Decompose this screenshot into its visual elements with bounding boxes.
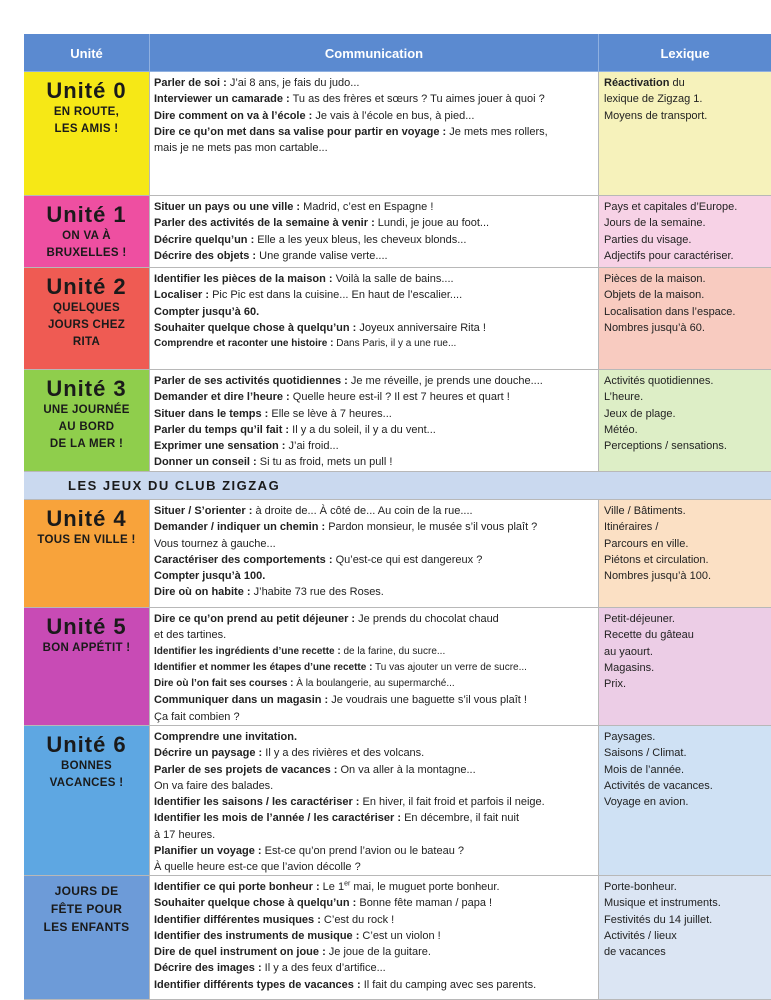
text-line (154, 373, 594, 389)
text: Je voudrais une baguette s’il vous plaît ! (328, 694, 527, 707)
bold-label: Décrire des images : (154, 962, 262, 975)
text: Musique et instruments. (604, 897, 721, 910)
bold-label: Identifier les ingrédients d’une recette : (154, 645, 341, 657)
table-header (24, 34, 771, 72)
text: En hiver, il fait froid et parfois il neige. (359, 796, 545, 809)
text: au yaourt. (604, 645, 653, 658)
text: à droite de... À côté de... Au coin de la rue.... (252, 505, 473, 517)
text-line (604, 389, 766, 405)
text-line (154, 389, 594, 405)
bold-label: Comprendre et raconter une histoire : (154, 338, 334, 350)
bold-label: Décrire un paysage : (154, 747, 263, 760)
text: Je joue de la guitare. (325, 946, 431, 959)
text-line (604, 304, 766, 320)
text: Piétons et circulation. (604, 553, 709, 566)
bold-label: Parler du temps qu’il fait : (154, 423, 290, 436)
text: Mois de l’année. (604, 763, 685, 776)
bold-label: Demander et dire l’heure : (154, 391, 290, 404)
text: L’heure. (604, 391, 644, 404)
text: Je me réveille, je prends une douche.... (347, 375, 543, 387)
unit-row (24, 500, 771, 608)
bold-label: Demander / indiquer un chemin : (154, 521, 326, 534)
bold-label: Dire où l’on fait ses courses : (154, 678, 294, 690)
unit-subtitle: UNE JOURNÉE (43, 404, 130, 416)
text: Objets de la maison. (604, 289, 705, 302)
text-line (154, 660, 594, 676)
text: Jours de la semaine. (604, 217, 706, 230)
fete-row (24, 876, 771, 1000)
text-line (154, 108, 594, 124)
unit-title-cell (24, 500, 150, 607)
header-communication: Communication (150, 34, 599, 72)
text-line (604, 627, 766, 643)
text: Itinéraires / (604, 521, 659, 534)
unit-subtitle: AU BORD (58, 421, 115, 433)
text-line (154, 827, 594, 843)
text-line (604, 422, 766, 438)
bold-label: Souhaiter quelque chose à quelqu’un : (154, 321, 357, 334)
text: Activités quotidiennes. (604, 375, 714, 387)
bold-label: Interviewer un camarade : (154, 93, 290, 106)
text: Dans Paris, il y a une rue... (333, 338, 457, 350)
text: Tu as des frères et sœurs ? Tu aimes jouer à quoi ? (289, 93, 545, 106)
text: de la farine, du sucre... (340, 645, 446, 657)
text-line (604, 745, 766, 761)
unit-row (24, 370, 771, 472)
text: Ça fait combien ? (154, 710, 240, 723)
text: À la boulangerie, au supermarché... (293, 678, 455, 690)
fete-title-line: LES ENFANTS (43, 920, 130, 934)
communication-cell (150, 196, 599, 267)
unit-row (24, 196, 771, 268)
communication-cell (150, 608, 599, 725)
text-line (604, 215, 766, 231)
text: Recette du gâteau (604, 629, 694, 642)
bold-label: Réactivation (604, 77, 670, 89)
text-line (154, 778, 594, 794)
text: Il y a des rivières et des volcans. (262, 747, 425, 760)
text: Il y a des feux d’artifice... (261, 962, 386, 975)
unit-row (24, 268, 771, 370)
bold-label: Compter jusqu’à 100. (154, 570, 266, 583)
text: C’est un violon ! (359, 929, 441, 942)
unit-subtitle: ON VA À (62, 230, 111, 242)
text-line (604, 879, 766, 895)
text-line (154, 843, 594, 859)
text-line (154, 977, 594, 993)
text: Météo. (604, 423, 638, 436)
communication-cell (150, 876, 599, 999)
unit-subtitle: VACANCES ! (49, 777, 124, 789)
bold-label: Identifier ce qui porte bonheur : (154, 881, 320, 893)
text-line (154, 91, 594, 107)
lexique-cell (599, 500, 771, 607)
text-line (154, 536, 594, 552)
communication-cell (150, 726, 599, 875)
text: Activités de vacances. (604, 779, 713, 792)
text-line (604, 552, 766, 568)
text: lexique de Zigzag 1. (604, 93, 703, 106)
text-line (154, 406, 594, 422)
communication-cell (150, 72, 599, 195)
bold-label: Décrire des objets : (154, 249, 257, 262)
fete-title-cell (24, 876, 150, 999)
text: Si tu as froid, mets un pull ! (256, 456, 393, 469)
text-line (604, 944, 766, 960)
unit-subtitle: QUELQUES (53, 302, 120, 314)
lexique-cell (599, 876, 771, 999)
unit-subtitle: EN ROUTE, (53, 106, 120, 118)
text: Voyage en avion. (604, 796, 689, 809)
bold-label: Souhaiter quelque chose à quelqu’un : (154, 897, 357, 910)
bold-label: Identifier des instruments de musique : (154, 929, 360, 942)
bold-label: Parler de soi : (154, 77, 227, 89)
text-line (154, 584, 594, 600)
unit-subtitle: BONNES (60, 760, 112, 772)
text-line (604, 895, 766, 911)
text: Une grande valise verte.... (256, 249, 388, 262)
text-line (154, 960, 594, 976)
text: Nombres jusqu’à 60. (604, 321, 705, 334)
text: Je vais à l’école en bus, à pied... (312, 109, 475, 122)
text-line (604, 320, 766, 336)
text-line (154, 692, 594, 708)
unit-title: Unité 4 (46, 506, 127, 531)
unit-title: Unité 6 (46, 732, 127, 757)
text-line (604, 660, 766, 676)
text-line (154, 124, 594, 140)
bold-label: Identifier les pièces de la maison : (154, 273, 333, 285)
fete-title-line: FÊTE POUR (50, 902, 123, 916)
text: Qu’est-ce qui est dangereux ? (332, 553, 483, 566)
curriculum-table (24, 34, 771, 1000)
bold-label: Parler de ses activités quotidiennes : (154, 375, 348, 387)
text-line (604, 287, 766, 303)
text-line (154, 336, 594, 352)
text-line (604, 536, 766, 552)
text-line (154, 944, 594, 960)
fete-title-line: JOURS DE (54, 884, 119, 898)
bold-label: Identifier les mois de l’année / les caractériser : (154, 812, 402, 825)
text: Porte-bonheur. (604, 881, 677, 893)
jeux-club-band: LES JEUX DU CLUB ZIGZAG (24, 472, 771, 500)
bold-label: Situer / S’orienter : (154, 505, 253, 517)
table-body (24, 72, 771, 1000)
text-line (154, 879, 594, 895)
text: J’ai froid... (285, 440, 339, 453)
unit-subtitle: RITA (72, 336, 101, 348)
text: Elle a les yeux bleus, les cheveux blonds... (254, 233, 467, 246)
text-line (604, 108, 766, 124)
lexique-cell (599, 268, 771, 369)
text: Activités / lieux (604, 929, 677, 942)
unit-title: Unité 0 (46, 78, 127, 103)
communication-cell (150, 370, 599, 471)
unit-title-cell (24, 268, 150, 369)
unit-subtitle: LES AMIS ! (54, 123, 119, 135)
text-line (154, 859, 594, 875)
bold-label: Dire ce qu’on prend au petit déjeuner : (154, 613, 356, 625)
text-line (154, 503, 594, 519)
text: J’ai 8 ans, je fais du judo... (226, 77, 360, 89)
text: Pardon monsieur, le musée s’il vous plaît ? (325, 521, 538, 534)
text: J’habite 73 rue des Roses. (250, 586, 384, 599)
text-line (154, 232, 594, 248)
text-line (604, 519, 766, 535)
text-line (154, 75, 594, 91)
unit-row (24, 72, 771, 196)
text: Tu vas ajouter un verre de sucre... (372, 661, 527, 673)
unit-title: Unité 5 (46, 614, 127, 639)
bold-label: Décrire quelqu’un : (154, 233, 255, 246)
bold-label: Dire comment on va à l’école : (154, 109, 313, 122)
bold-label: Comprendre une invitation. (154, 731, 298, 743)
text-line (154, 199, 594, 215)
unit-title-cell (24, 196, 150, 267)
bold-label: Localiser : (154, 289, 210, 302)
bold-label: Compter jusqu’à 60. (154, 305, 260, 318)
unit-title: Unité 2 (46, 274, 127, 299)
unit-title-cell (24, 370, 150, 471)
text: Le 1 (319, 881, 345, 893)
text: Quelle heure est-il ? Il est 7 heures et quart ! (289, 391, 510, 404)
text: Je prends du chocolat chaud (355, 613, 499, 625)
text: Est-ce qu’on prend l’avion ou le bateau ? (261, 845, 465, 858)
text-line (604, 568, 766, 584)
text-line (154, 438, 594, 454)
bold-label: Situer dans le temps : (154, 407, 269, 420)
text-line (604, 373, 766, 389)
text: Madrid, c’est en Espagne ! (300, 201, 434, 213)
text: de vacances (604, 946, 666, 959)
text: Lundi, je joue au foot... (374, 217, 490, 230)
text-line (154, 271, 594, 287)
header-lexique: Lexique (660, 45, 710, 61)
text-line (604, 438, 766, 454)
text-line (154, 304, 594, 320)
text-line (154, 422, 594, 438)
text-line (604, 406, 766, 422)
superscript: er (344, 880, 351, 888)
text: Il fait du camping avec ses parents. (360, 978, 537, 991)
lexique-cell (599, 72, 771, 195)
text-line (154, 627, 594, 643)
text: On va aller à la montagne... (337, 763, 476, 776)
text: C’est du rock ! (320, 913, 395, 926)
text-line (604, 248, 766, 264)
text: Parties du visage. (604, 233, 692, 246)
text-line (154, 215, 594, 231)
text: Nombres jusqu’à 100. (604, 570, 712, 583)
communication-cell (150, 500, 599, 607)
text: Petit-déjeuner. (604, 613, 675, 625)
unit-subtitle: DE LA MER ! (49, 438, 124, 450)
bold-label: Planifier un voyage : (154, 845, 262, 858)
text-line (154, 140, 594, 156)
unit-title-cell (24, 608, 150, 725)
text: Il y a du soleil, il y a du vent... (289, 423, 436, 436)
bold-label: Parler des activités de la semaine à venir : (154, 217, 375, 230)
text: Adjectifs pour caractériser. (604, 249, 734, 262)
text: mai, le muguet porte bonheur. (350, 881, 500, 893)
bold-label: Caractériser des comportements : (154, 553, 333, 566)
unit-title: Unité 3 (46, 376, 127, 401)
bold-label: Donner un conseil : (154, 456, 257, 469)
text-line (154, 745, 594, 761)
unit-subtitle: BRUXELLES ! (46, 247, 127, 259)
text-line (154, 810, 594, 826)
text-line (154, 552, 594, 568)
text-line (154, 287, 594, 303)
unit-title-cell (24, 726, 150, 875)
text-line (604, 794, 766, 810)
unit-subtitle: JOURS CHEZ (47, 319, 126, 331)
text-line (604, 232, 766, 248)
lexique-cell (599, 608, 771, 725)
text: Ville / Bâtiments. (604, 505, 686, 517)
text-line (154, 611, 594, 627)
text: Joyeux anniversaire Rita ! (356, 321, 486, 334)
unit-row (24, 726, 771, 876)
text: Elle se lève à 7 heures... (268, 407, 392, 420)
text-line (604, 644, 766, 660)
text-line (154, 709, 594, 725)
text: Je mets mes rollers, (446, 125, 548, 138)
text: Saisons / Climat. (604, 747, 687, 760)
text: Paysages. (604, 731, 656, 743)
text-line (604, 271, 766, 287)
text: Moyens de transport. (604, 109, 708, 122)
text-line (604, 75, 766, 91)
text-line (154, 676, 594, 692)
lexique-cell (599, 726, 771, 875)
text: à 17 heures. (154, 828, 216, 841)
text: Perceptions / sensations. (604, 440, 727, 453)
unit-row (24, 608, 771, 726)
text-line (604, 778, 766, 794)
text-line (154, 928, 594, 944)
bold-label: Identifier les saisons / les caractériser : (154, 796, 360, 809)
text-line (604, 912, 766, 928)
text: Jeux de plage. (604, 407, 676, 420)
text: Prix. (604, 678, 626, 691)
unit-subtitle: TOUS EN VILLE ! (37, 534, 136, 546)
text: Pic Pic est dans la cuisine... En haut de l’escalier.... (209, 289, 463, 302)
unit-title: Unité 1 (46, 202, 127, 227)
text: Parcours en ville. (604, 537, 689, 550)
text-line (604, 503, 766, 519)
text: Localisation dans l’espace. (604, 305, 736, 318)
bold-label: Identifier différents types de vacances : (154, 978, 361, 991)
text: Bonne fête maman / papa ! (356, 897, 493, 910)
text-line (154, 454, 594, 470)
text-line (154, 644, 594, 660)
bold-label: Dire où on habite : (154, 586, 251, 599)
text: du (669, 77, 685, 89)
text-line (154, 912, 594, 928)
bold-label: Parler de ses projets de vacances : (154, 763, 338, 776)
text-line (154, 320, 594, 336)
text-line (154, 248, 594, 264)
text: Magasins. (604, 661, 655, 674)
text: et des tartines. (154, 629, 227, 642)
bold-label: Dire ce qu’on met dans sa valise pour partir en voyage : (154, 125, 447, 138)
bold-label: Exprimer une sensation : (154, 440, 286, 453)
text-line (154, 762, 594, 778)
unit-title-cell (24, 72, 150, 195)
lexique-cell (599, 370, 771, 471)
text-line (154, 568, 594, 584)
text: Pièces de la maison. (604, 273, 706, 285)
unit-subtitle: BON APPÉTIT ! (42, 642, 131, 654)
text-line (604, 611, 766, 627)
text: Vous tournez à gauche... (154, 537, 276, 550)
text: mais je ne mets pas mon cartable... (154, 142, 328, 155)
text: À quelle heure est-ce que l’avion décolle ? (154, 861, 361, 874)
text: En décembre, il fait nuit (401, 812, 520, 825)
lexique-cell (599, 196, 771, 267)
text-line (154, 729, 594, 745)
bold-label: Situer un pays ou une ville : (154, 201, 301, 213)
text-line (604, 928, 766, 944)
bold-label: Dire de quel instrument on joue : (154, 946, 326, 959)
header-unite: Unité (24, 34, 150, 72)
text-line (604, 762, 766, 778)
text: On va faire des balades. (154, 779, 274, 792)
communication-cell (150, 268, 599, 369)
text-line (604, 199, 766, 215)
text-line (154, 519, 594, 535)
text-line (154, 895, 594, 911)
bold-label: Communiquer dans un magasin : (154, 694, 329, 707)
text-line (604, 729, 766, 745)
text: Festivités du 14 juillet. (604, 913, 713, 926)
text-line (154, 794, 594, 810)
text: Voilà la salle de bains.... (332, 273, 454, 285)
text: Pays et capitales d’Europe. (604, 201, 738, 213)
bold-label: Identifier différentes musiques : (154, 913, 321, 926)
bold-label: Identifier et nommer les étapes d’une recette : (154, 661, 373, 673)
text-line (604, 91, 766, 107)
text-line (604, 676, 766, 692)
